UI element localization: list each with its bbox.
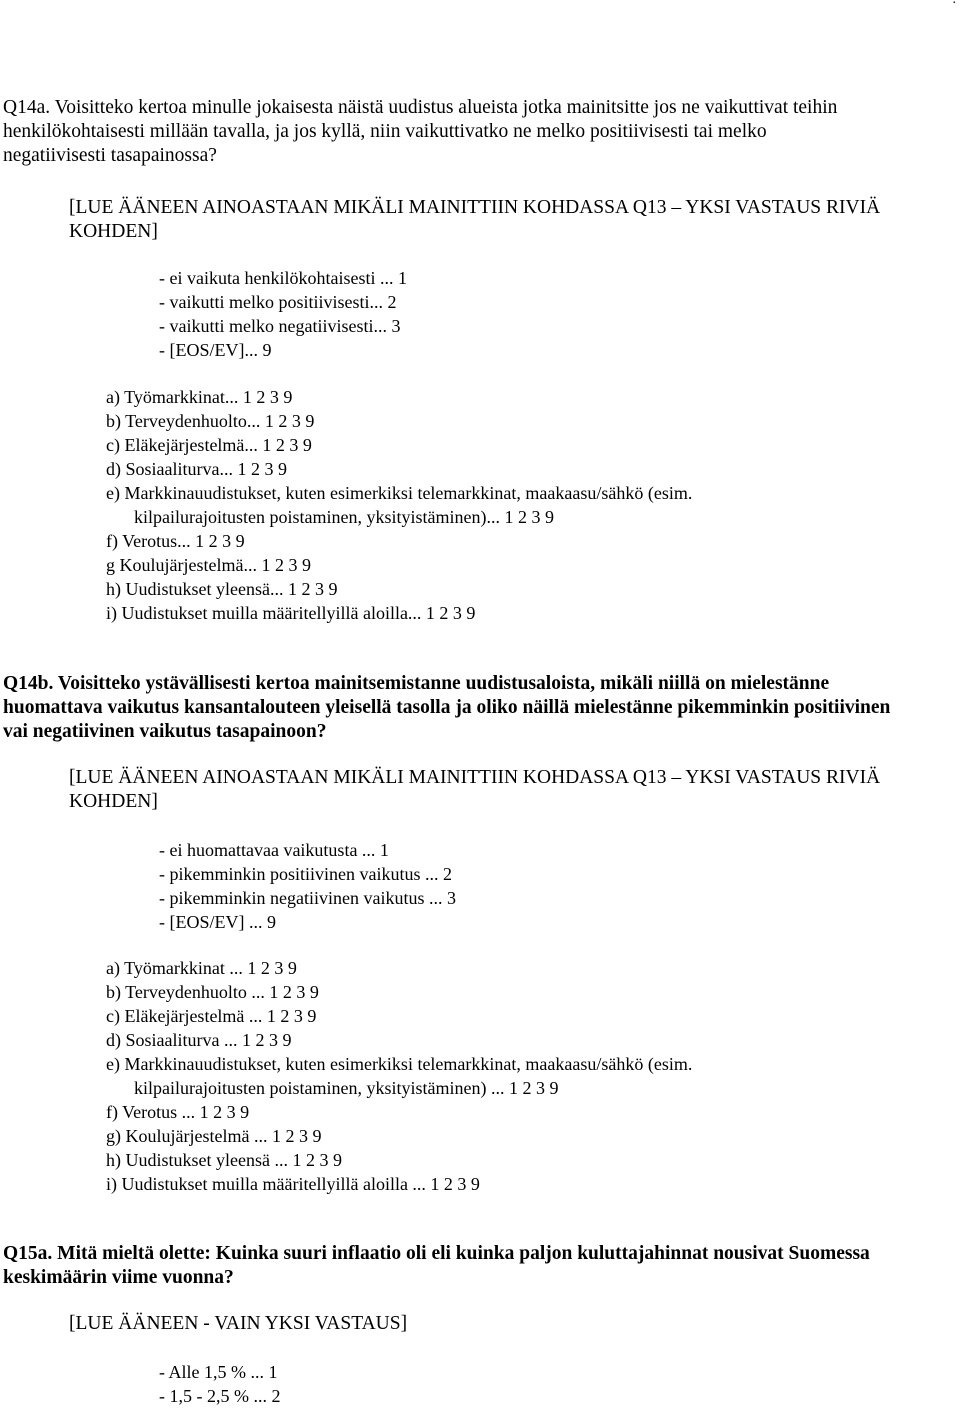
item-row: d) Sosiaaliturva... 1 2 3 9 (106, 459, 287, 479)
question-text-line: Q14a. Voisitteko kertoa minulle jokaisesta näistä uudistus alueista jotka mainitsitte jos ne vaikuttivat teihin (3, 97, 838, 118)
item-row: c) Eläkejärjestelmä ... 1 2 3 9 (106, 1006, 317, 1026)
answer-option: - 1,5 - 2,5 % ... 2 (159, 1386, 281, 1406)
item-row: d) Sosiaaliturva ... 1 2 3 9 (106, 1030, 292, 1050)
item-row-continuation: kilpailurajoitusten poistaminen, yksityistäminen)... 1 2 3 9 (134, 507, 554, 527)
item-row: h) Uudistukset yleensä ... 1 2 3 9 (106, 1150, 342, 1170)
item-row: i) Uudistukset muilla määritellyillä aloilla ... 1 2 3 9 (106, 1174, 480, 1194)
question-text-line: huomattava vaikutus kansantalouteen yleisellä tasolla ja oliko näillä mielestänne pikemminkin positiivinen (3, 697, 891, 718)
corner-mark (953, 0, 957, 8)
question-text-line: keskimäärin viime vuonna? (3, 1267, 234, 1288)
item-row: h) Uudistukset yleensä... 1 2 3 9 (106, 579, 338, 599)
item-row: f) Verotus... 1 2 3 9 (106, 531, 245, 551)
question-text-line: vai negatiivinen vaikutus tasapainoon? (3, 721, 327, 742)
item-row: a) Työmarkkinat ... 1 2 3 9 (106, 958, 297, 978)
answer-option: - [EOS/EV] ... 9 (159, 912, 276, 932)
question-text-line: Q15a. Mitä mieltä olette: Kuinka suuri inflaatio oli eli kuinka paljon kuluttajahinnat nousivat Suomessa (3, 1243, 870, 1264)
question-text-line: henkilökohtaisesti millään tavalla, ja jos kyllä, niin vaikuttivatko ne melko positiivisesti tai melko (3, 121, 767, 142)
item-row: c) Eläkejärjestelmä... 1 2 3 9 (106, 435, 312, 455)
item-row: g Koulujärjestelmä... 1 2 3 9 (106, 555, 311, 575)
interviewer-instruction: KOHDEN] (69, 791, 158, 812)
item-row: g) Koulujärjestelmä ... 1 2 3 9 (106, 1126, 322, 1146)
item-row: b) Terveydenhuolto... 1 2 3 9 (106, 411, 315, 431)
item-row: f) Verotus ... 1 2 3 9 (106, 1102, 250, 1122)
item-row: a) Työmarkkinat... 1 2 3 9 (106, 387, 293, 407)
answer-option: - ei vaikuta henkilökohtaisesti ... 1 (159, 268, 407, 288)
answer-option: - [EOS/EV]... 9 (159, 340, 272, 360)
interviewer-instruction: [LUE ÄÄNEEN - VAIN YKSI VASTAUS] (69, 1313, 408, 1334)
answer-option: - Alle 1,5 % ... 1 (159, 1362, 278, 1382)
item-row: i) Uudistukset muilla määritellyillä aloilla... 1 2 3 9 (106, 603, 476, 623)
answer-option: - vaikutti melko positiivisesti... 2 (159, 292, 397, 312)
answer-option: - ei huomattavaa vaikutusta ... 1 (159, 840, 389, 860)
question-text-line: negatiivisesti tasapainossa? (3, 145, 217, 166)
item-row: e) Markkinauudistukset, kuten esimerkiksi telemarkkinat, maakaasu/sähkö (esim. (106, 1054, 693, 1074)
answer-option: - vaikutti melko negatiivisesti... 3 (159, 316, 401, 336)
answer-option: - pikemminkin negatiivinen vaikutus ... 3 (159, 888, 456, 908)
item-row: e) Markkinauudistukset, kuten esimerkiksi telemarkkinat, maakaasu/sähkö (esim. (106, 483, 693, 503)
question-text-line: Q14b. Voisitteko ystävällisesti kertoa mainitsemistanne uudistusaloista, mikäli niillä on mielestänne (3, 673, 830, 694)
interviewer-instruction: [LUE ÄÄNEEN AINOASTAAN MIKÄLI MAINITTIIN KOHDASSA Q13 – YKSI VASTAUS RIVIÄ (69, 197, 881, 218)
interviewer-instruction: KOHDEN] (69, 221, 158, 242)
interviewer-instruction: [LUE ÄÄNEEN AINOASTAAN MIKÄLI MAINITTIIN KOHDASSA Q13 – YKSI VASTAUS RIVIÄ (69, 767, 881, 788)
item-row: b) Terveydenhuolto ... 1 2 3 9 (106, 982, 319, 1002)
answer-option: - pikemminkin positiivinen vaikutus ... 2 (159, 864, 452, 884)
item-row-continuation: kilpailurajoitusten poistaminen, yksityistäminen) ... 1 2 3 9 (134, 1078, 559, 1098)
